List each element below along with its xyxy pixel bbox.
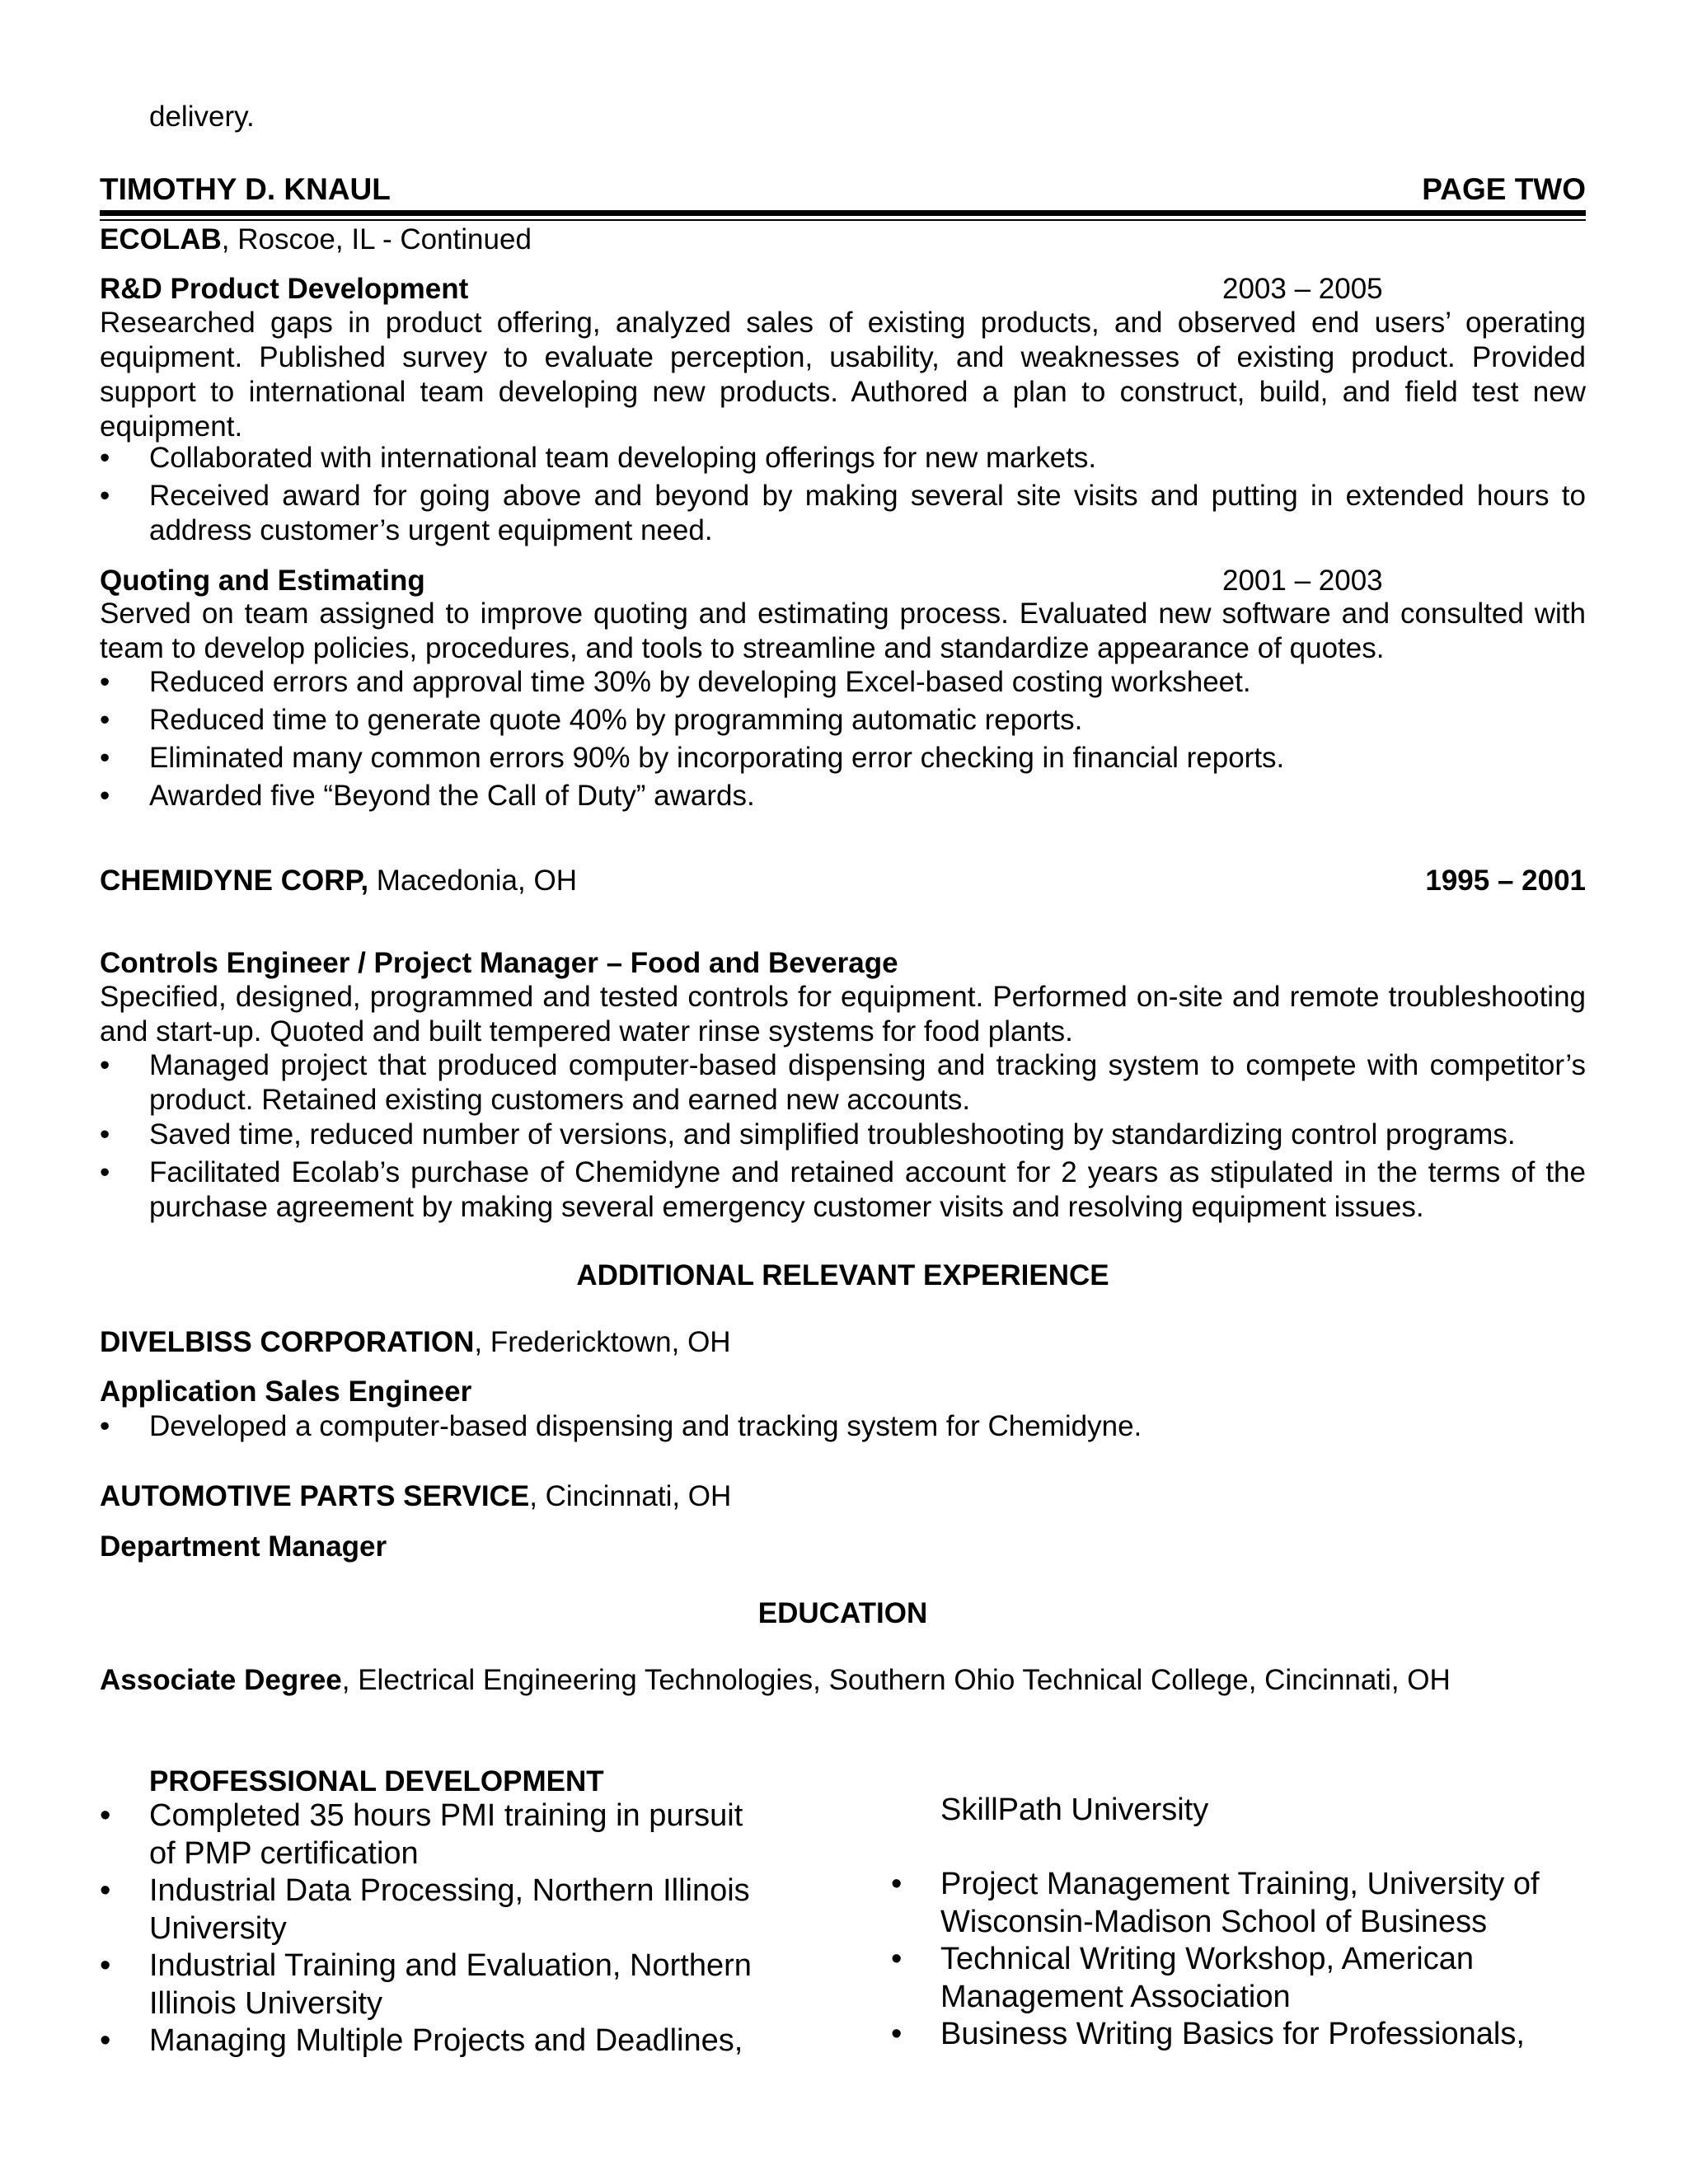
bullet-icon: •	[100, 1049, 110, 1081]
divelbiss-company: DIVELBISS CORPORATION	[100, 1326, 475, 1358]
ecolab-location: , Roscoe, IL - Continued	[221, 223, 532, 255]
chemidyne-company-line	[100, 864, 577, 898]
list-item-text: Project Management Training, University of Wisconsin-Madison School of Business	[940, 1867, 1540, 1939]
list-item-text: Developed a computer-based dispensing and tracking system for Chemidyne.	[149, 1410, 1142, 1442]
list-item	[100, 703, 1586, 738]
education-line	[100, 1663, 1451, 1698]
list-item	[100, 479, 1586, 548]
bullet-icon: •	[891, 1867, 903, 1901]
list-item	[100, 1155, 1586, 1225]
list-item-text: Industrial Data Processing, Northern Illinois University	[149, 1873, 750, 1946]
list-item	[891, 1865, 1567, 1941]
list-item-text: Saved time, reduced number of versions, and simplified troubleshooting by standardizing control programs.	[149, 1118, 1516, 1151]
professional-development-heading: PROFESSIONAL DEVELOPMENT	[149, 1765, 604, 1797]
continued-text-fragment: delivery.	[149, 101, 255, 133]
list-item	[100, 2022, 776, 2060]
list-item-text: Reduced time to generate quote 40% by programming automatic reports.	[149, 704, 1083, 736]
role-dates: 2003 – 2005	[1222, 273, 1383, 305]
list-item	[100, 1048, 1586, 1118]
additional-experience-heading: ADDITIONAL RELEVANT EXPERIENCE	[576, 1259, 1109, 1291]
candidate-name	[100, 172, 391, 207]
list-item-text: Managing Multiple Projects and Deadlines,	[149, 2023, 743, 2058]
bullet-icon: •	[100, 1118, 110, 1151]
divelbiss-company-line	[100, 1325, 731, 1360]
right-column-continuation: SkillPath University	[940, 1793, 1209, 1827]
role-title: Controls Engineer / Project Manager – Food and Beverage	[100, 947, 898, 979]
list-item-text: Completed 35 hours PMI training in pursuit of PMP certification	[149, 1798, 743, 1871]
bullet-icon: •	[100, 2023, 111, 2058]
bullet-icon: •	[100, 704, 110, 736]
divelbiss-location: , Fredericktown, OH	[474, 1326, 731, 1358]
list-item-text: Facilitated Ecolab’s purchase of Chemidyne and retained account for 2 years as stipulated in the terms of the purchase agreement by making several emergency customer visits and resolving equipment issues.	[149, 1156, 1586, 1223]
list-item-text: Technical Writing Workshop, American Management Association	[940, 1942, 1474, 2014]
role-summary: Researched gaps in product offering, analyzed sales of existing products, and observed end users’ operating equipment. Published survey to evaluate perception, usability, and weaknesses of existing product. Provided support to international team developing new products. Authored a plan to construct, build, and field test new equipment.	[100, 307, 1586, 443]
bullet-icon: •	[100, 1873, 111, 1908]
list-item	[100, 1797, 776, 1872]
list-item-text: Awarded five “Beyond the Call of Duty” awards.	[149, 780, 755, 812]
header-rule-thin	[100, 219, 1586, 221]
bullet-icon: •	[100, 1948, 111, 1983]
role-summary: Served on team assigned to improve quoting and estimating process. Evaluated new software and consulted with team to develop policies, procedures, and tools to streamline and standardize appearance of quotes.	[100, 598, 1586, 664]
role-title: R&D Product Development	[100, 273, 469, 305]
bullet-icon: •	[100, 1156, 110, 1188]
ecolab-company: ECOLAB	[100, 223, 222, 255]
role-title: Application Sales Engineer	[100, 1376, 472, 1408]
list-item	[891, 2015, 1567, 2053]
role-dates: 2001 – 2003	[1222, 565, 1383, 597]
chemidyne-location: Macedonia, OH	[368, 865, 577, 897]
aps-location: , Cincinnati, OH	[529, 1480, 732, 1512]
bullet-icon: •	[100, 442, 110, 474]
list-item	[891, 1940, 1567, 2016]
role-summary: Specified, designed, programmed and tested controls for equipment. Performed on-site and remote troubleshooting and start-up. Quoted and built tempered water rinse systems for food plants.	[100, 981, 1586, 1047]
degree: Associate Degree	[100, 1664, 342, 1696]
list-item	[100, 665, 1586, 700]
bullet-icon: •	[891, 2017, 903, 2051]
role-title: Department Manager	[100, 1530, 387, 1563]
degree-detail: , Electrical Engineering Technologies, Southern Ohio Technical College, Cincinnati, OH	[341, 1664, 1451, 1696]
list-item	[100, 1409, 1586, 1444]
list-item-text: Managed project that produced computer-based dispensing and tracking system to compete with competitor’s product. Retained existing customers and earned new accounts.	[149, 1049, 1586, 1116]
list-item-text: Industrial Training and Evaluation, Northern Illinois University	[149, 1948, 752, 2021]
chemidyne-dates: 1995 – 2001	[1425, 865, 1586, 897]
list-item-text: Collaborated with international team developing offerings for new markets.	[149, 442, 1097, 474]
bullet-icon: •	[100, 1798, 111, 1833]
candidate-name-text: TIMOTHY D. KNAUL	[100, 172, 391, 206]
aps-company: AUTOMOTIVE PARTS SERVICE	[100, 1480, 530, 1512]
bullet-icon: •	[100, 780, 110, 812]
ecolab-company-line	[100, 223, 532, 257]
header-rule-thick	[100, 210, 1586, 216]
list-item-text: Eliminated many common errors 90% by incorporating error checking in financial reports.	[149, 742, 1285, 774]
list-item	[100, 1947, 776, 2022]
role-title: Quoting and Estimating	[100, 565, 425, 597]
bullet-icon: •	[100, 666, 110, 698]
list-item-text: Business Writing Basics for Professionals,	[940, 2017, 1525, 2051]
list-item	[100, 1872, 776, 1947]
list-item-text: Received award for going above and beyond by making several site visits and putting in extended hours to address customer’s urgent equipment need.	[149, 480, 1586, 546]
aps-company-line	[100, 1479, 731, 1514]
education-heading: EDUCATION	[757, 1597, 928, 1629]
list-item	[100, 441, 1586, 476]
bullet-icon: •	[100, 480, 110, 512]
list-item	[100, 1118, 1586, 1152]
bullet-icon: •	[100, 1410, 110, 1442]
list-item	[100, 741, 1586, 776]
chemidyne-company: CHEMIDYNE CORP,	[100, 865, 369, 897]
list-item-text: Reduced errors and approval time 30% by developing Excel-based costing worksheet.	[149, 666, 1251, 698]
list-item	[100, 779, 1586, 813]
bullet-icon: •	[100, 742, 110, 774]
bullet-icon: •	[891, 1942, 903, 1976]
page-label: PAGE TWO	[1422, 172, 1586, 206]
